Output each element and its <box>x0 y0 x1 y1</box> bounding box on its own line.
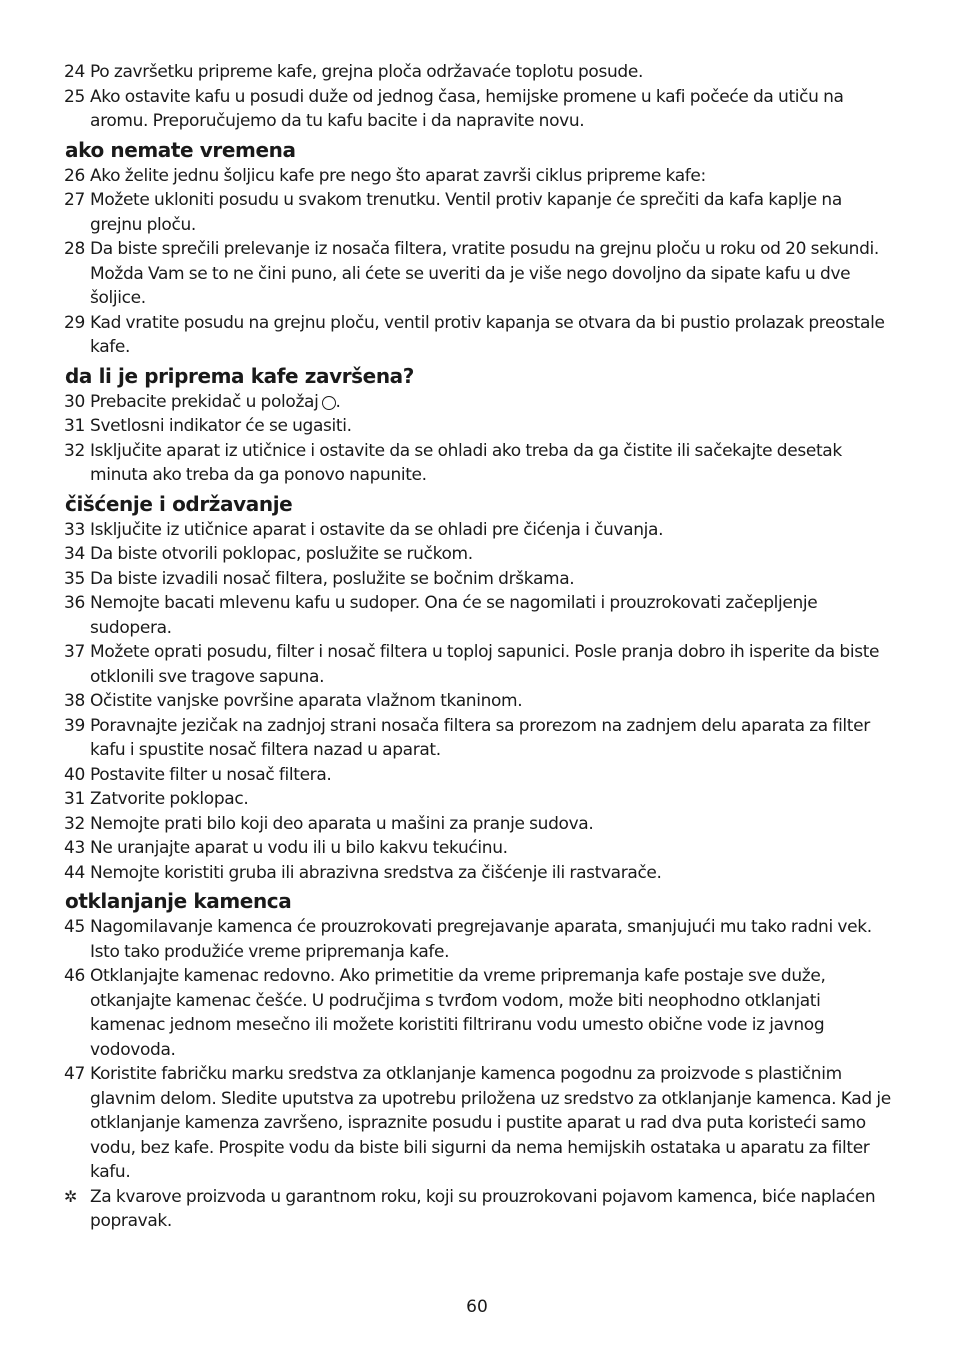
list-item <box>64 1062 894 1185</box>
item-text <box>90 60 894 85</box>
list-item <box>64 689 894 714</box>
item-text <box>90 518 894 543</box>
list-item <box>64 311 894 360</box>
list-item <box>64 390 894 415</box>
item-number: 32 <box>64 813 85 834</box>
list-item <box>64 964 894 1062</box>
item-text-content: Za kvarove proizvoda u garantnom roku, koji su prouzrokovani pojavom kamenca, biće naplaćen popravak. <box>90 1186 876 1231</box>
item-text-content: Poravnajte jezičak na zadnjoj strani nosača filtera sa prorezom na zadnjem delu aparata za filter kafu i spustite nosač filtera nazad u aparat. <box>90 715 870 760</box>
item-number: 35 <box>64 568 85 589</box>
item-number: 28 <box>64 239 85 259</box>
item-number: 31 <box>64 789 85 809</box>
list-item <box>64 714 894 763</box>
item-text-content: Postavite filter u nosač filtera. <box>90 764 332 785</box>
item-suffix: . <box>335 391 341 412</box>
item-text <box>90 414 894 439</box>
section-heading: čišćenje i održavanje <box>65 491 293 516</box>
item-text-content: Ako želite jednu šoljicu kafe pre nego što aparat završi ciklus pripreme kafe: <box>90 165 706 186</box>
item-number: 30 <box>64 391 85 412</box>
item-text-content: Da biste sprečili prelevanje iz nosača filtera, vratite posudu na grejnu ploču u roku od 20 sekundi. Možda Vam se to ne čini puno, ali ćete se uveriti da je više nego dovoljno da sipate kafu u dve šoljice. <box>90 239 879 308</box>
item-text <box>90 1185 894 1234</box>
item-text <box>90 439 894 488</box>
item-text <box>90 542 894 567</box>
item-number: 25 <box>64 86 85 107</box>
item-text-content: Po završetku pripreme kafe, grejna ploča održavaće toplotu posude. <box>90 62 644 82</box>
page-number: 60 <box>466 1297 488 1317</box>
note-star-icon: ✲ <box>64 1186 78 1206</box>
item-text-content: Koristite fabričku marku sredstva za otklanjanje kamenca pogodnu za proizvode s plastičnim glavnim delom. Sledite uputstva za upotrebu priložena uz sredstvo za otklanjanje kamenca. Kad je otklanjanje kamenza završeno, ispraznite posudu i pustite aparat u rad dva puta koristeći samo vodu, bez kafe. Prospite vodu da biste bili sigurni da nema hemijskih ostataka u aparatu za filter kafu. <box>90 1064 891 1182</box>
item-text-content: Svetlosni indikator će se ugasiti. <box>90 416 352 436</box>
item-text <box>90 812 894 837</box>
document-body <box>64 60 894 1234</box>
item-text <box>90 188 894 237</box>
item-number: 38 <box>64 691 85 711</box>
item-text <box>90 915 894 964</box>
item-number: 39 <box>64 715 85 736</box>
list-item <box>64 1185 894 1234</box>
item-text-content: Isključite iz utičnice aparat i ostavite da se ohladi pre čićenja i čuvanja. <box>90 519 664 540</box>
item-number: 33 <box>64 519 85 540</box>
circle-icon <box>322 396 336 410</box>
item-text <box>90 164 894 189</box>
item-text <box>90 640 894 689</box>
item-text <box>90 836 894 861</box>
item-text <box>90 787 894 812</box>
item-text-content: Nemojte koristiti gruba ili abrazivna sredstva za čišćenje ili rastvarače. <box>90 862 662 883</box>
item-number: 36 <box>64 593 85 613</box>
item-text-content: Nemojte prati bilo koji deo aparata u mašini za pranje sudova. <box>90 813 594 834</box>
list-item <box>64 861 894 886</box>
item-number: 44 <box>64 862 85 883</box>
item-number: 40 <box>64 764 85 785</box>
item-number: 34 <box>64 544 85 564</box>
item-text <box>90 591 894 640</box>
item-text <box>90 689 894 714</box>
item-text <box>90 390 894 415</box>
list-item <box>64 836 894 861</box>
item-number: 31 <box>64 416 85 436</box>
item-text <box>90 567 894 592</box>
list-item <box>64 85 894 134</box>
list-item <box>64 591 894 640</box>
item-number: 45 <box>64 917 85 937</box>
item-text <box>90 85 894 134</box>
item-text <box>90 311 894 360</box>
item-text-content: Ako ostavite kafu u posudi duže od jednog časa, hemijske promene u kafi počeće da utiču na aromu. Preporučujemo da tu kafu bacite i da napravite novu. <box>90 86 844 131</box>
item-text-content: Prebacite prekidač u položaj <box>90 391 319 412</box>
item-text <box>90 964 894 1062</box>
item-number: 37 <box>64 642 85 662</box>
list-item <box>64 518 894 543</box>
section-heading: otklanjanje kamenca <box>65 889 292 913</box>
item-text-content: Nemojte bacati mlevenu kafu u sudoper. Ona će se nagomilati i prouzrokovati začepljenje sudopera. <box>90 593 818 638</box>
list-item <box>64 787 894 812</box>
item-text-content: Kad vratite posudu na grejnu ploču, ventil protiv kapanja se otvara da bi pustio prolazak preostale kafe. <box>90 312 885 357</box>
item-text <box>90 237 894 311</box>
item-number: 26 <box>64 165 85 186</box>
list-item <box>64 237 894 311</box>
item-number: 32 <box>64 440 85 461</box>
section-heading: da li je priprema kafe završena? <box>65 363 414 388</box>
item-text-content: Da biste izvadili nosač filtera, poslužite se bočnim drškama. <box>90 568 575 589</box>
list-item <box>64 763 894 788</box>
list-item <box>64 915 894 964</box>
item-text-content: Isključite aparat iz utičnice i ostavite da se ohladi ako treba da ga čistite ili sačekajte desetak minuta ako treba da ga ponovo napunite. <box>90 440 842 485</box>
list-item <box>64 640 894 689</box>
list-item <box>64 812 894 837</box>
item-number: 47 <box>64 1064 85 1084</box>
item-text <box>90 861 894 886</box>
item-number: 46 <box>64 966 85 986</box>
list-item <box>64 439 894 488</box>
item-text-content: Otklanjajte kamenac redovno. Ako primetitie da vreme pripremanja kafe postaje sve duže, otkanjajte kamenac češće. U područjima s tvrđom vodom, može biti neophodno otklanjati kamenac jednom mesečno ili možete koristiti filtriranu vodu umesto obične vode iz javnog vodovoda. <box>90 966 826 1060</box>
list-item <box>64 164 894 189</box>
item-text-content: Zatvorite poklopac. <box>90 789 249 809</box>
list-item <box>64 188 894 237</box>
list-item <box>64 567 894 592</box>
list-item <box>64 60 894 85</box>
item-text <box>90 1062 894 1185</box>
list-item <box>64 542 894 567</box>
item-text-content: Možete ukloniti posudu u svakom trenutku. Ventil protiv kapanje će sprečiti da kafa kaplje na grejnu ploču. <box>90 190 842 235</box>
item-text <box>90 763 894 788</box>
item-text-content: Nagomilavanje kamenca će prouzrokovati pregrejavanje aparata, smanjujući mu tako radni vek. Isto tako produžiće vreme pripremanja kafe. <box>90 917 872 962</box>
item-number: 43 <box>64 838 85 858</box>
list-item <box>64 414 894 439</box>
item-text <box>90 714 894 763</box>
section-heading: ako nemate vremena <box>65 137 296 162</box>
item-text-content: Da biste otvorili poklopac, poslužite se ručkom. <box>90 544 473 564</box>
item-text-content: Možete oprati posudu, filter i nosač filtera u toploj sapunici. Posle pranja dobro ih isperite da biste otklonili sve tragove sapuna. <box>90 642 880 687</box>
item-number: 24 <box>64 62 85 82</box>
item-number: 29 <box>64 312 85 333</box>
item-text-content: Očistite vanjske površine aparata vlažnom tkaninom. <box>90 691 523 711</box>
item-number: 27 <box>64 190 85 210</box>
item-text-content: Ne uranjajte aparat u vodu ili u bilo kakvu tekućinu. <box>90 838 508 858</box>
